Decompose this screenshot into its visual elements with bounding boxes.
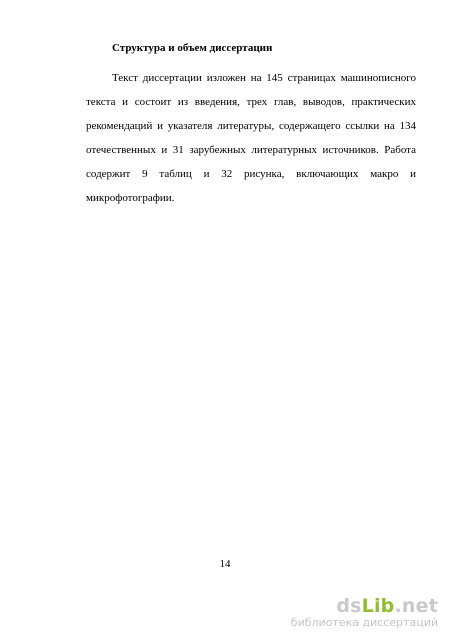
paragraph-line: отечественных и 31 зарубежных литературных источников. Работа (86, 144, 416, 156)
logo-accent: Lib (361, 595, 395, 617)
logo-suffix: .net (394, 595, 438, 617)
paragraph-line: рекомендаций и указателя литературы, содержащего ссылки на 134 (86, 120, 416, 132)
watermark-tagline: библиотека диссертаций (290, 616, 438, 629)
body-paragraph (86, 72, 416, 216)
paragraph-line: Текст диссертации изложен на 145 страницах машинописного (112, 72, 416, 84)
paragraph-line: микрофотографии. (86, 192, 175, 204)
paragraph-line: содержит 9 таблиц и 32 рисунка, включающих макро и (86, 168, 416, 180)
logo-prefix: ds (336, 595, 362, 617)
dslib-watermark (291, 596, 438, 629)
section-heading: Структура и объем диссертации (112, 42, 273, 54)
page-number: 14 (219, 558, 231, 570)
paragraph-line: текста и состоит из введения, трех глав, выводов, практических (86, 96, 416, 108)
dslib-logo (291, 596, 438, 616)
